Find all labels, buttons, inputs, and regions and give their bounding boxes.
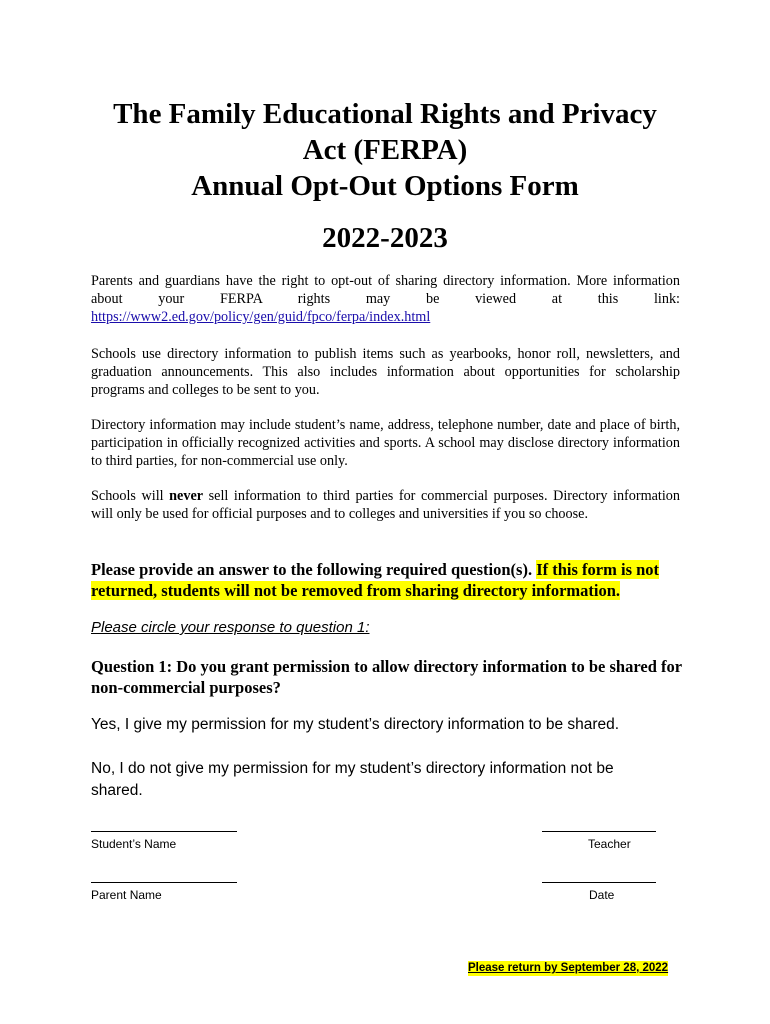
required-notice-text: Please provide an answer to the following required question(s). [91, 560, 537, 579]
teacher-line[interactable] [542, 831, 656, 832]
date-line[interactable] [542, 882, 656, 883]
title-line-1: The Family Educational Rights and Privacy [113, 98, 657, 130]
form-title [70, 96, 700, 204]
option-no-permission[interactable]: No, I do not give my permission for my student’s directory information not be shared. [91, 760, 614, 799]
required-notice-highlight: If this form is not returned, students will not be removed from sharing directory information. [91, 560, 660, 600]
never-emphasis: never [169, 488, 204, 504]
paragraph-never-sell [91, 487, 680, 523]
never-sell-text-before: Schools will [91, 488, 170, 504]
title-line-3: Annual Opt-Out Options Form [191, 170, 579, 202]
never-sell-text-after: sell information to third parties for commercial purposes. Directory information will only be used for official purposes and to colleges and universities if you so choose. [91, 488, 680, 522]
ferpa-info-link[interactable]: https://www2.ed.gov/policy/gen/guid/fpco/ferpa/index.html [91, 309, 431, 325]
title-line-2: Act (FERPA) [302, 134, 468, 166]
paragraph-opt-out-rights [91, 272, 680, 326]
return-deadline: Please return by September 28, 2022 [468, 962, 669, 974]
paragraph-directory-contents: Directory information may include student’s name, address, telephone number, date and place of birth, participation in officially recognized activities and sports. A school may disclose directory information to third parties, for non-commercial use only. [91, 417, 680, 469]
paragraph-opt-out-text: Parents and guardians have the right to opt-out of sharing directory information. More information about your FERPA rights may be viewed at this link: [91, 273, 680, 307]
required-question-notice [91, 559, 691, 601]
teacher-label: Teacher [588, 837, 631, 851]
option-yes-permission[interactable]: Yes, I give my permission for my student’s directory information to be shared. [91, 716, 620, 733]
parent-name-line[interactable] [91, 882, 237, 883]
paragraph-directory-uses: Schools use directory information to publish items such as yearbooks, honor roll, newsletters, and graduation announcements. This also includes information about opportunities for scholarship programs and colleges to be sent to you. [91, 346, 680, 398]
student-name-line[interactable] [91, 831, 237, 832]
parent-name-label: Parent Name [91, 888, 162, 902]
question-1: Question 1: Do you grant permission to allow directory information to be shared for non-commercial purposes? [91, 657, 682, 697]
student-name-label: Student’s Name [91, 837, 177, 851]
school-year: 2022-2023 [322, 222, 448, 254]
circle-response-instruction: Please circle your response to question 1: [91, 619, 370, 636]
date-label: Date [589, 888, 615, 902]
